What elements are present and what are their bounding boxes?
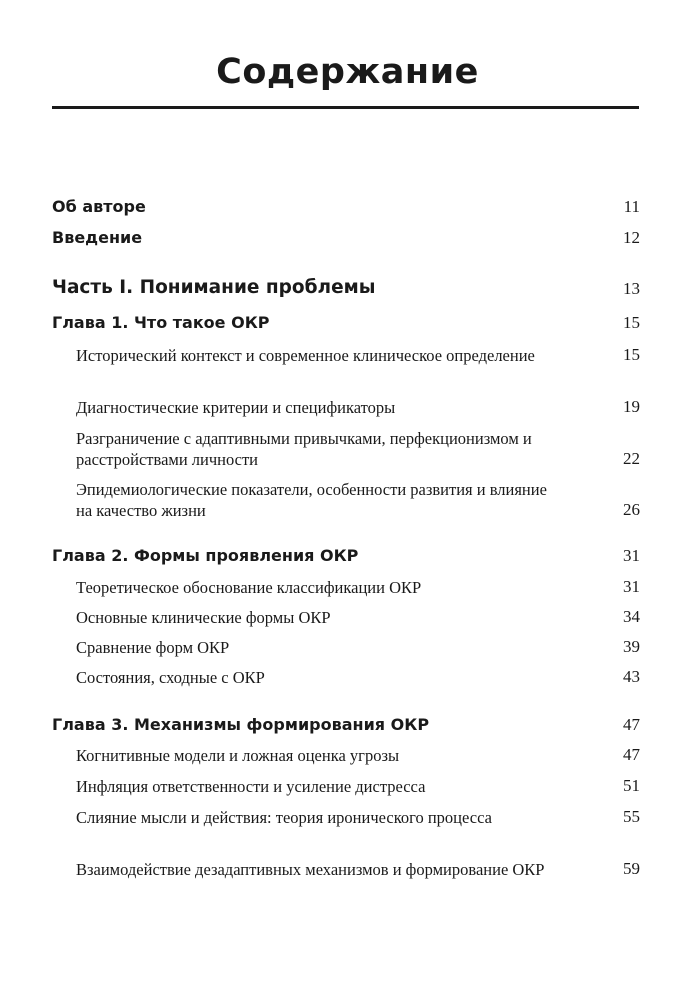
toc-entry-chapter-2: [52, 545, 640, 567]
toc-entry-title: Когнитивные модели и ложная оценка угрозы: [76, 746, 400, 765]
toc-entry-title: Основные клинические формы ОКР: [76, 608, 331, 627]
toc-entry-title: Исторический контекст и современное клиническое определение: [76, 346, 535, 365]
toc-entry-section: [52, 776, 640, 797]
toc-entry-page: 43: [623, 667, 640, 686]
toc-entry-title: Об авторе: [52, 197, 146, 216]
toc-entry-chapter-3: [52, 714, 640, 736]
toc-entry-title: Слияние мысли и действия: теория иронического процесса: [76, 808, 492, 827]
title-divider: [52, 106, 639, 109]
toc-entry-section: [52, 859, 640, 880]
toc-entry-section: [52, 397, 640, 418]
toc-entry-page: 22: [623, 449, 640, 468]
toc-entry-title: Часть I. Понимание проблемы: [52, 277, 376, 298]
toc-entry-page: 34: [623, 607, 640, 626]
toc-entry-chapter-1: [52, 312, 640, 334]
toc-entry-title: Глава 1. Что такое ОКР: [52, 313, 270, 332]
toc-entry-title: Взаимодействие дезадаптивных механизмов и формирование ОКР: [76, 860, 545, 879]
toc-entry-page: 47: [623, 715, 640, 734]
toc-entry-introduction: [52, 227, 640, 249]
toc-entry-title: Сравнение форм ОКР: [76, 638, 230, 657]
toc-entry-about-author: [52, 196, 640, 218]
toc-entry-page: 31: [623, 577, 640, 596]
toc-entry-title: Глава 3. Механизмы формирования ОКР: [52, 715, 430, 734]
toc-entry-page: 39: [623, 637, 640, 656]
toc-entry-section: [52, 345, 640, 366]
toc-entry-section: [52, 479, 640, 521]
toc-entry-title: Состояния, сходные с ОКР: [76, 668, 265, 687]
toc-entry-section: [52, 428, 640, 470]
toc-entry-title: Эпидемиологические показатели, особенности развития и влияние на качество жизни: [76, 480, 547, 520]
page-title: Содержание: [216, 52, 479, 92]
toc-entry-page: 47: [623, 745, 640, 764]
toc-entry-title: Инфляция ответственности и усиление дистресса: [76, 777, 426, 796]
toc-entry-page: 11: [623, 197, 640, 216]
toc-entry-page: 19: [623, 397, 640, 416]
toc-entry-section: [52, 577, 640, 598]
toc-entry-page: 15: [623, 345, 640, 364]
toc-entry-title: Введение: [52, 228, 143, 247]
toc-entry-title: Диагностические критерии и спецификаторы: [76, 398, 396, 417]
toc-entry-page: 31: [623, 546, 640, 565]
toc-entry-title: Разграничение с адаптивными привычками, перфекционизмом и расстройствами личности: [76, 429, 532, 469]
toc-entry-title: Глава 2. Формы проявления ОКР: [52, 546, 359, 565]
toc-entry-page: 12: [623, 228, 640, 247]
toc-entry-title: Теоретическое обоснование классификации ОКР: [76, 578, 422, 597]
toc-entry-page: 51: [623, 776, 640, 795]
toc-entry-section: [52, 745, 640, 766]
toc-entry-page: 26: [623, 500, 640, 519]
toc-entry-page: 13: [623, 279, 640, 298]
toc-entry-page: 15: [623, 313, 640, 332]
toc-entry-section: [52, 807, 640, 828]
toc-entry-section: [52, 637, 640, 658]
toc-entry-page: 59: [623, 859, 640, 878]
toc-entry-section: [52, 607, 640, 628]
toc-entry-section: [52, 667, 640, 688]
toc-entry-page: 55: [623, 807, 640, 826]
toc-entry-part-1: [52, 276, 640, 300]
